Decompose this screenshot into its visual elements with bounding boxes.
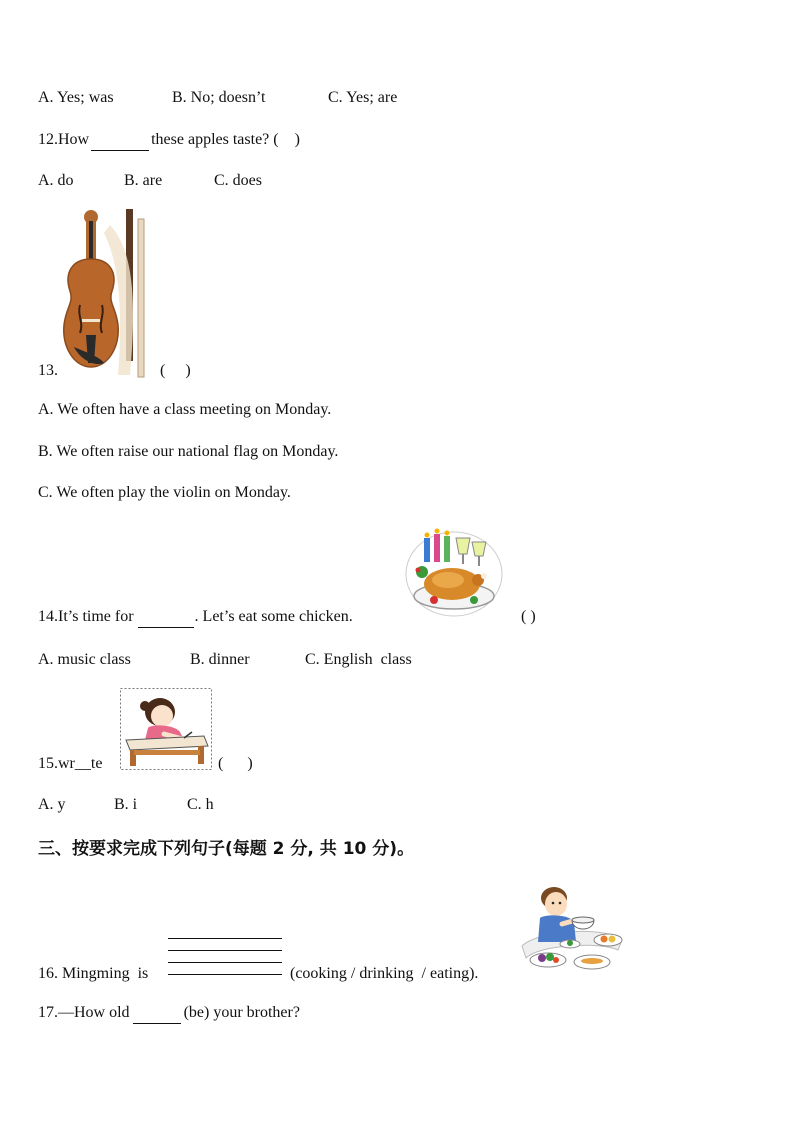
section-3-heading: 三、按要求完成下列句子(每题 2 分, 共 10 分)。	[38, 839, 415, 859]
q15-prompt: 15.wr__te	[38, 755, 103, 772]
q17-answer-blank[interactable]	[133, 1003, 181, 1024]
q12-answer-blank[interactable]	[91, 130, 149, 151]
q12-option-a: A. do	[38, 172, 74, 189]
q15-options	[38, 795, 214, 815]
q15-paren[interactable]: ( )	[218, 755, 253, 772]
q16-prompt: 16. Mingming is	[38, 965, 149, 982]
q14-options	[38, 650, 412, 670]
q16-question	[38, 964, 478, 984]
q13-paren[interactable]: ( )	[160, 362, 191, 379]
q12-option-c: C. does	[214, 172, 262, 189]
q12-options	[38, 171, 262, 191]
q13-option-c: C. We often play the violin on Monday.	[38, 484, 291, 501]
q16-hint: (cooking / drinking / eating).	[290, 965, 479, 982]
q12-text-after: these apples taste? (	[151, 131, 279, 148]
q17-number: 17.	[38, 1004, 58, 1021]
q14-option-a: A. music class	[38, 651, 131, 668]
roast-chicken-icon	[404, 528, 504, 618]
q14-question	[38, 607, 353, 628]
q14-text-before: It’s time for	[58, 608, 134, 625]
q15-option-a: A. y	[38, 796, 66, 813]
q13-question	[38, 361, 191, 381]
q14-paren[interactable]: ( )	[521, 608, 536, 625]
q11-option-a: A. Yes; was	[38, 89, 114, 106]
q12-paren-close: )	[294, 131, 300, 148]
q17-text-before: —How old	[58, 1004, 130, 1021]
violin-icon	[60, 207, 156, 379]
q14-option-c: C. English class	[305, 651, 412, 668]
q15-question	[38, 754, 253, 774]
q11-option-b: B. No; doesn’t	[172, 89, 266, 106]
q11-options	[38, 88, 397, 108]
q11-option-c: C. Yes; are	[328, 89, 398, 106]
q15-option-c: C. h	[187, 796, 214, 813]
q14-option-b: B. dinner	[190, 651, 250, 668]
q13-option-b: B. We often raise our national flag on Monday.	[38, 443, 339, 460]
q12-option-b: B. are	[124, 172, 163, 189]
q14-text-after: . Let’s eat some chicken.	[194, 608, 353, 625]
q13-option-a: A. We often have a class meeting on Monday.	[38, 401, 332, 418]
q12-number: 12.	[38, 131, 58, 148]
q12-text-before: How	[58, 131, 90, 148]
boy-eating-icon	[518, 880, 626, 976]
q17-text-after: (be) your brother?	[183, 1004, 300, 1021]
q17-question	[38, 1003, 300, 1024]
q12-question	[38, 130, 300, 151]
q14-number: 14.	[38, 608, 58, 625]
q14-answer-blank[interactable]	[138, 607, 194, 628]
q15-option-b: B. i	[114, 796, 138, 813]
q13-number: 13.	[38, 362, 58, 379]
